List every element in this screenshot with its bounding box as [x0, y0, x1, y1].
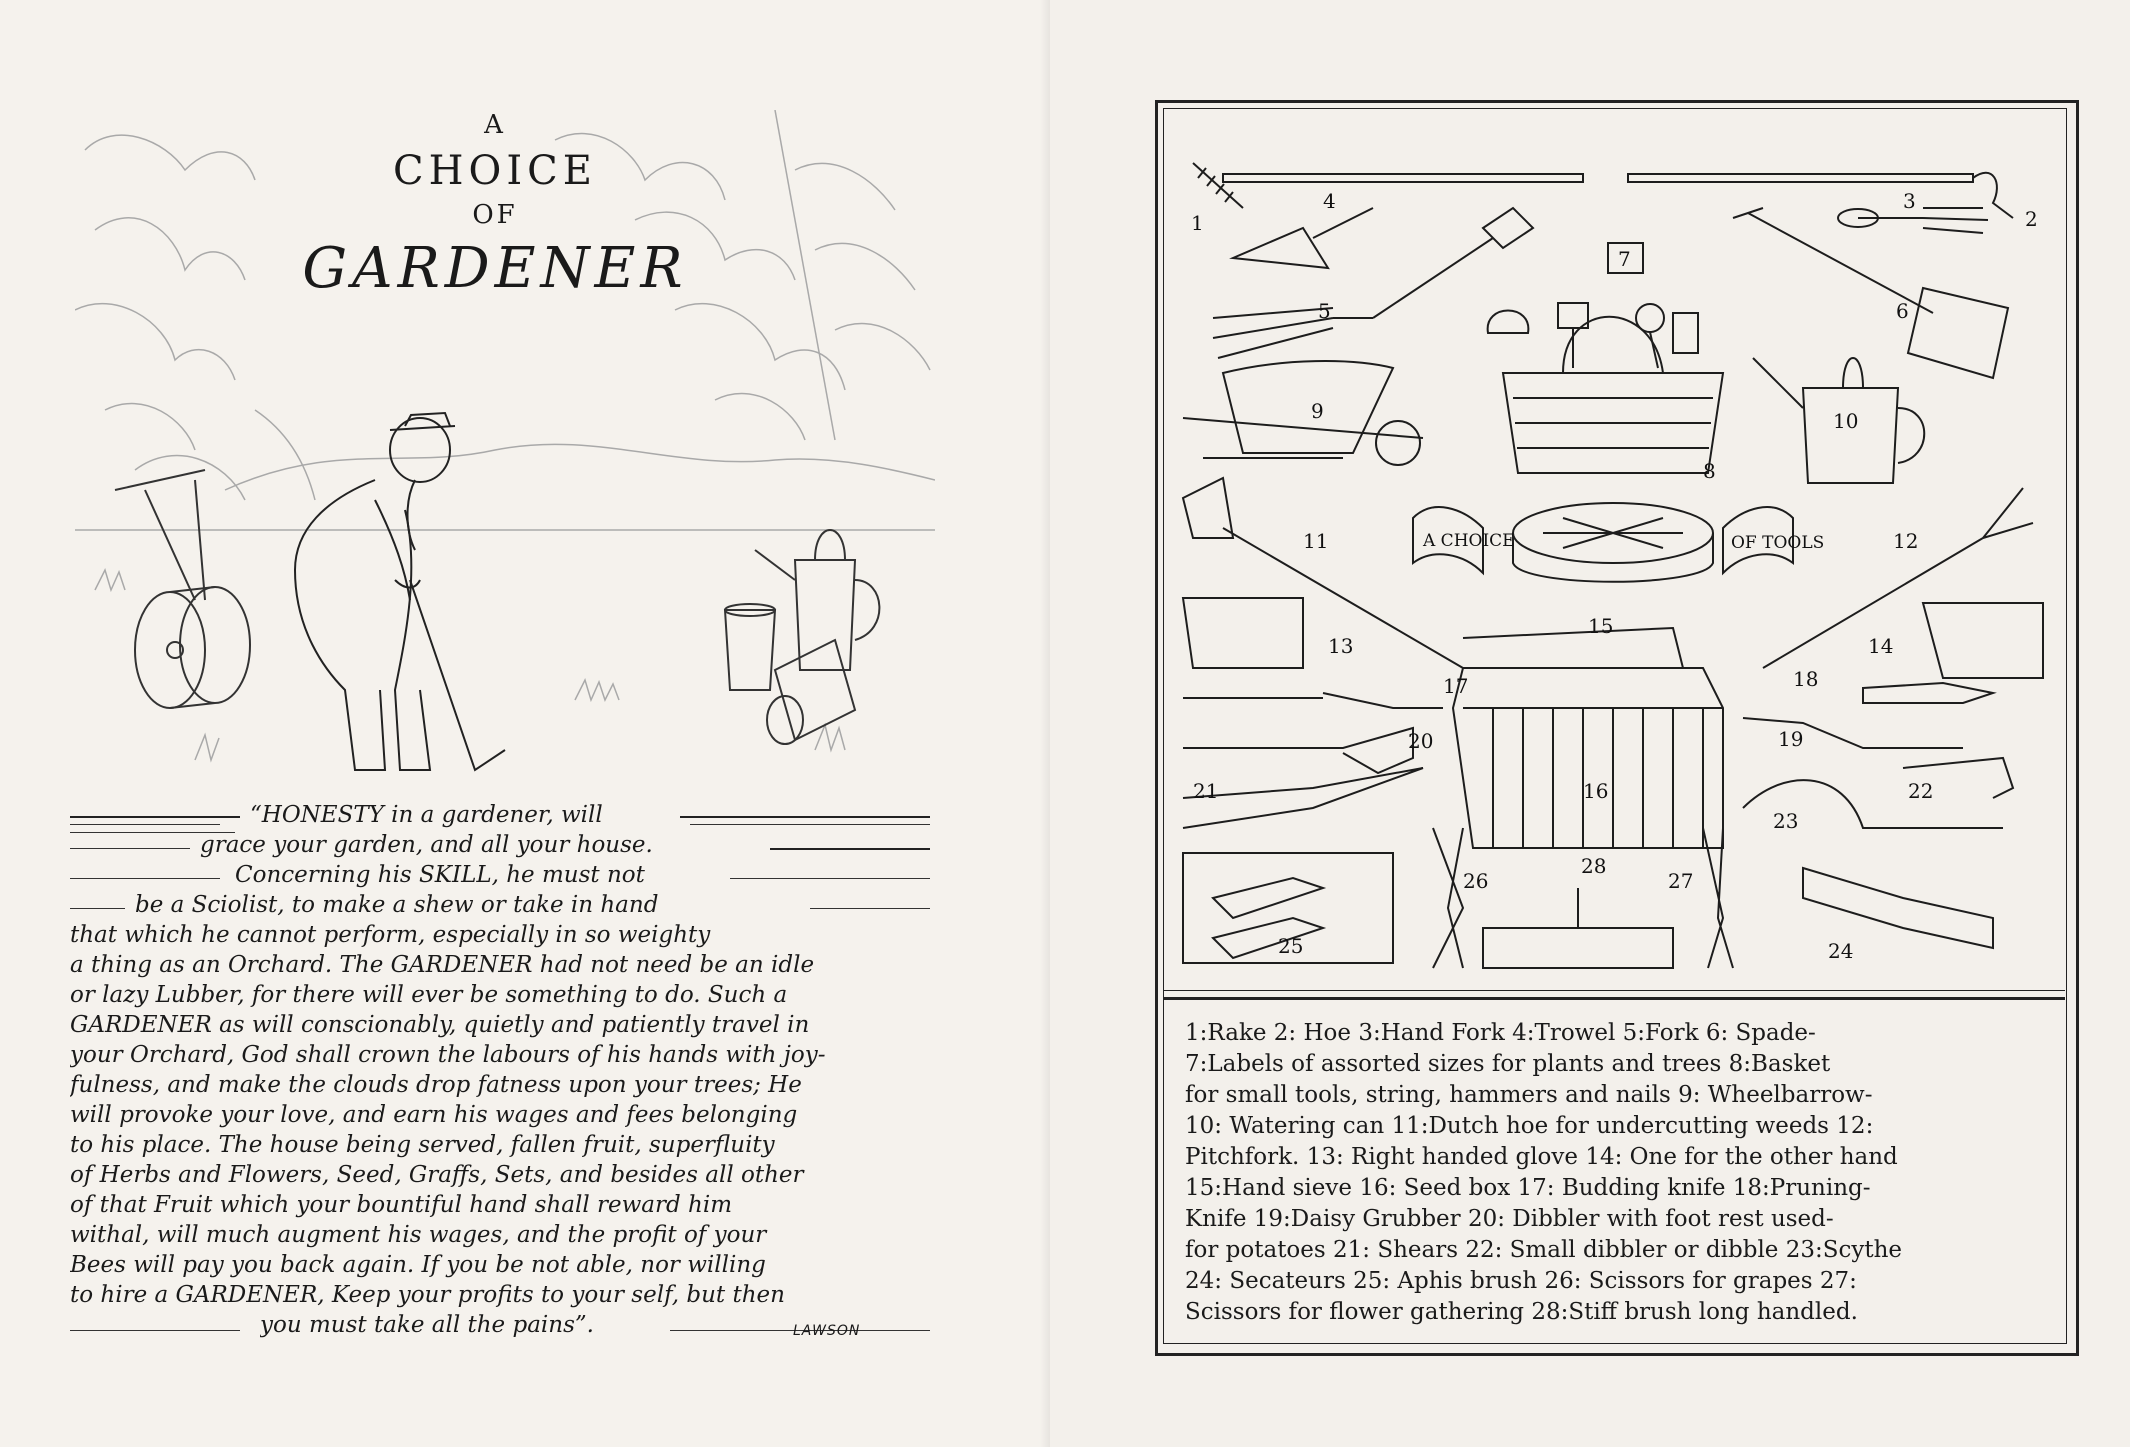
wheelbarrow-icon — [1223, 361, 1393, 453]
legend-line: for potatoes 21: Shears 22: Small dibbler or dibble 23:Scythe — [1185, 1237, 1903, 1263]
divider — [70, 848, 190, 849]
banner-text-right: OF TOOLS — [1731, 533, 1825, 553]
title-line-gardener: GARDENER — [302, 236, 688, 301]
tool-number: 2 — [2025, 207, 2038, 231]
quote-line: your Orchard, God shall crown the labours of his hands with joy- — [70, 1042, 826, 1068]
divider — [730, 878, 930, 879]
legend-line: Scissors for flower gathering 28:Stiff brush long handled. — [1185, 1299, 1858, 1325]
glove-right-icon — [1183, 598, 1303, 668]
divider — [70, 824, 220, 825]
dutch-hoe-icon — [1183, 478, 1463, 668]
daisy-grubber-icon — [1743, 718, 1963, 748]
divider — [70, 816, 240, 818]
tools-legend — [1163, 997, 2065, 1345]
tool-number: 9 — [1311, 399, 1324, 423]
watering-can-icon — [1803, 388, 1898, 483]
divider — [690, 824, 930, 825]
grape-scissors-icon — [1433, 828, 1463, 968]
tool-number: 21 — [1193, 779, 1219, 803]
quote-line: be a Sciolist, to make a shew or take in hand — [135, 892, 659, 918]
tool-number: 13 — [1328, 634, 1354, 658]
title-line-choice: CHOICE — [393, 148, 597, 194]
tool-number: 27 — [1668, 869, 1694, 893]
divider — [770, 848, 930, 850]
page-title — [270, 110, 720, 301]
spade-icon — [1733, 208, 1933, 313]
quote-line: GARDENER as will conscionably, quietly and patiently travel in — [70, 1012, 810, 1038]
quote-line: fulness, and make the clouds drop fatness upon your trees; He — [70, 1072, 802, 1098]
divider — [70, 1330, 240, 1331]
tool-number: 17 — [1443, 674, 1469, 698]
quote-line: to his place. The house being served, fallen fruit, superfluity — [70, 1132, 775, 1158]
tool-number: 7 — [1618, 247, 1631, 271]
quote-line: you must take all the pains”. — [260, 1312, 594, 1338]
quote-line: withal, will much augment his wages, and the profit of your — [70, 1222, 767, 1248]
glove-left-icon — [1923, 603, 2043, 678]
tool-number: 6 — [1896, 299, 1909, 323]
quote-line: to hire a GARDENER, Keep your profits to your self, but then — [70, 1282, 785, 1308]
legend-line: 1:Rake 2: Hoe 3:Hand Fork 4:Trowel 5:Fork 6: Spade- — [1185, 1020, 1816, 1046]
banner-text-left: A CHOICE — [1423, 531, 1515, 551]
title-line-of: OF — [472, 200, 518, 230]
lawson-quote — [70, 802, 930, 1362]
quote-attribution: LAWSON — [793, 1323, 861, 1339]
quote-line: of that Fruit which your bountiful hand shall reward him — [70, 1192, 733, 1218]
legend-line: Knife 19:Daisy Grubber 20: Dibbler with foot rest used- — [1185, 1206, 1834, 1232]
rake-icon — [1223, 174, 1583, 182]
legend-line: Pitchfork. 13: Right handed glove 14: One for the other hand — [1185, 1144, 1898, 1170]
budding-knife-icon — [1183, 693, 1443, 708]
legend-line: for small tools, string, hammers and nails 9: Wheelbarrow- — [1185, 1082, 1873, 1108]
tool-number: 26 — [1463, 869, 1489, 893]
tool-number: 4 — [1323, 189, 1336, 213]
tool-number: 28 — [1581, 854, 1607, 878]
quote-line: that which he cannot perform, especially in so weighty — [70, 922, 711, 948]
dibbler-icon — [1183, 728, 1413, 773]
legend-line: 7:Labels of assorted sizes for plants and trees 8:Basket — [1185, 1051, 1831, 1077]
tool-number: 1 — [1191, 211, 1204, 235]
quote-line: Concerning his SKILL, he must not — [235, 862, 645, 888]
tool-number: 24 — [1828, 939, 1854, 963]
title-line-a: A — [484, 110, 506, 140]
tools-illustration — [1163, 108, 2067, 988]
tool-number: 22 — [1908, 779, 1934, 803]
legend-line: 24: Secateurs 25: Aphis brush 26: Scissors for grapes 27: — [1185, 1268, 1857, 1294]
quote-line: a thing as an Orchard. The GARDENER had not need be an idle — [70, 952, 815, 978]
spade-handle-icon — [1373, 208, 1533, 318]
tool-number: 19 — [1778, 727, 1804, 751]
stiff-brush-icon — [1483, 888, 1673, 968]
fork-icon — [1213, 308, 1373, 358]
legend-line: 15:Hand sieve 16: Seed box 17: Budding knife 18:Pruning- — [1185, 1175, 1871, 1201]
tool-number: 16 — [1583, 779, 1609, 803]
shears-icon — [1183, 768, 1423, 828]
legend-line: 10: Watering can 11:Dutch hoe for undercutting weeds 12: — [1185, 1113, 1874, 1139]
tool-number: 10 — [1833, 409, 1859, 433]
tool-number: 20 — [1408, 729, 1434, 753]
divider — [680, 816, 930, 818]
quote-line: of Herbs and Flowers, Seed, Graffs, Sets, and besides all other — [70, 1162, 804, 1188]
divider — [70, 878, 220, 879]
hoe-icon — [1628, 174, 1973, 182]
tool-number: 14 — [1868, 634, 1894, 658]
tool-number: 25 — [1278, 934, 1304, 958]
quote-line: will provoke your love, and earn his wages and fees belonging — [70, 1102, 798, 1128]
tool-number: 15 — [1588, 614, 1614, 638]
secateurs-icon — [1803, 868, 1993, 948]
tool-number: 3 — [1903, 189, 1916, 213]
quote-line: “HONESTY in a gardener, will — [250, 802, 603, 828]
tool-number: 18 — [1793, 667, 1819, 691]
quote-line: or lazy Lubber, for there will ever be something to do. Such a — [70, 982, 788, 1008]
pruning-knife-icon — [1863, 683, 1993, 703]
pitchfork-icon — [1763, 488, 2033, 668]
tool-number: 12 — [1893, 529, 1919, 553]
left-page — [0, 0, 1050, 1447]
tool-number: 11 — [1303, 529, 1329, 553]
tool-number: 5 — [1318, 299, 1331, 323]
tool-number: 23 — [1773, 809, 1799, 833]
divider — [70, 908, 125, 909]
divider — [810, 908, 930, 909]
quote-line: grace your garden, and all your house. — [200, 832, 653, 858]
quote-line: Bees will pay you back again. If you be not able, nor willing — [70, 1252, 766, 1278]
trowel-icon — [1233, 228, 1328, 268]
tool-number: 8 — [1703, 459, 1716, 483]
